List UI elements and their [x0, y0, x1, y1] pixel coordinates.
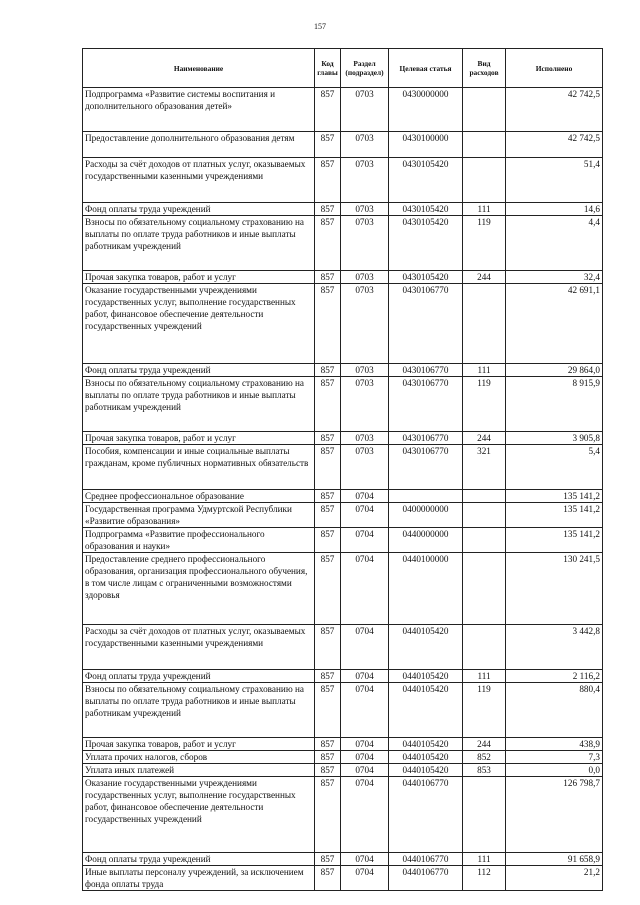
row-code: 857: [315, 853, 341, 866]
row-name: Фонд оплаты труда учреждений: [83, 364, 315, 377]
row-code: 857: [315, 528, 341, 553]
row-code: 857: [315, 364, 341, 377]
row-name: Уплата прочих налогов, сборов: [83, 751, 315, 764]
row-kind: [463, 158, 506, 203]
row-name: Фонд оплаты труда учреждений: [83, 670, 315, 683]
row-name: Иные выплаты персоналу учреждений, за исключением фонда оплаты труда: [83, 866, 315, 891]
table-row: [83, 490, 603, 503]
row-kind: [463, 284, 506, 364]
row-section: 0704: [341, 866, 389, 891]
row-amount: 2 116,2: [506, 670, 603, 683]
page-number: 157: [314, 22, 326, 31]
row-target: 0430106770: [389, 445, 463, 490]
row-kind: [463, 88, 506, 132]
row-kind: 112: [463, 866, 506, 891]
row-code: 857: [315, 553, 341, 625]
table-row: [83, 445, 603, 490]
row-section: 0704: [341, 503, 389, 528]
row-target: 0430106770: [389, 432, 463, 445]
row-name: Прочая закупка товаров, работ и услуг: [83, 271, 315, 284]
row-target: [389, 490, 463, 503]
row-amount: 0,0: [506, 764, 603, 777]
row-name: Взносы по обязательному социальному страхованию на выплаты по оплате труда работников и иные выплаты работникам учреждений: [83, 216, 315, 271]
row-section: 0704: [341, 853, 389, 866]
header-amount: Исполнено: [506, 49, 603, 88]
row-name: Взносы по обязательному социальному страхованию на выплаты по оплате труда работников и иные выплаты работникам учреждений: [83, 377, 315, 432]
row-kind: 244: [463, 738, 506, 751]
row-name: Подпрограмма «Развитие профессионального образования и науки»: [83, 528, 315, 553]
row-section: 0704: [341, 670, 389, 683]
row-kind: 852: [463, 751, 506, 764]
header-section: Раздел (подраздел): [341, 49, 389, 88]
row-name: Подпрограмма «Развитие системы воспитания и дополнительного образования детей»: [83, 88, 315, 132]
row-target: 0440105420: [389, 764, 463, 777]
row-amount: 3 905,8: [506, 432, 603, 445]
row-code: 857: [315, 751, 341, 764]
table-row: [83, 528, 603, 553]
row-kind: 111: [463, 364, 506, 377]
row-section: 0703: [341, 88, 389, 132]
row-target: 0440106770: [389, 866, 463, 891]
row-name: Пособия, компенсации и иные социальные выплаты гражданам, кроме публичных нормативных обязательств: [83, 445, 315, 490]
row-kind: 119: [463, 683, 506, 738]
row-code: 857: [315, 738, 341, 751]
table-row: [83, 203, 603, 216]
row-kind: [463, 503, 506, 528]
row-amount: 14,6: [506, 203, 603, 216]
row-kind: [463, 528, 506, 553]
row-section: 0703: [341, 284, 389, 364]
table-row: [83, 284, 603, 364]
row-section: 0703: [341, 271, 389, 284]
table-row: [83, 751, 603, 764]
row-amount: 29 864,0: [506, 364, 603, 377]
row-kind: 119: [463, 377, 506, 432]
row-amount: 4,4: [506, 216, 603, 271]
row-amount: 32,4: [506, 271, 603, 284]
row-amount: 7,3: [506, 751, 603, 764]
row-target: 0440105420: [389, 683, 463, 738]
row-section: 0704: [341, 528, 389, 553]
row-code: 857: [315, 203, 341, 216]
table-row: [83, 158, 603, 203]
row-section: 0704: [341, 490, 389, 503]
row-amount: 91 658,9: [506, 853, 603, 866]
row-section: 0703: [341, 432, 389, 445]
row-code: 857: [315, 777, 341, 853]
row-kind: [463, 490, 506, 503]
row-kind: [463, 553, 506, 625]
table-row: [83, 670, 603, 683]
table-row: [83, 738, 603, 751]
row-amount: 42 742,5: [506, 132, 603, 158]
table-row: [83, 377, 603, 432]
row-code: 857: [315, 445, 341, 490]
row-code: 857: [315, 683, 341, 738]
row-target: 0430105420: [389, 158, 463, 203]
row-section: 0704: [341, 764, 389, 777]
table-row: [83, 625, 603, 670]
row-kind: 119: [463, 216, 506, 271]
row-section: 0704: [341, 751, 389, 764]
row-code: 857: [315, 866, 341, 891]
row-target: 0440106770: [389, 853, 463, 866]
row-amount: 3 442,8: [506, 625, 603, 670]
row-code: 857: [315, 503, 341, 528]
row-target: 0430105420: [389, 271, 463, 284]
row-code: 857: [315, 88, 341, 132]
row-name: Уплата иных платежей: [83, 764, 315, 777]
row-amount: 42 691,1: [506, 284, 603, 364]
table-row: [83, 683, 603, 738]
header-name: Наименование: [83, 49, 315, 88]
row-code: 857: [315, 284, 341, 364]
table-body: [83, 88, 603, 891]
row-name: Расходы за счёт доходов от платных услуг, оказываемых государственными казенными учреждениями: [83, 158, 315, 203]
row-code: 857: [315, 377, 341, 432]
row-target: 0430105420: [389, 216, 463, 271]
row-amount: 135 141,2: [506, 528, 603, 553]
row-target: 0440106770: [389, 777, 463, 853]
row-kind: 111: [463, 670, 506, 683]
row-name: Оказание государственными учреждениями государственных услуг, выполнение государственных работ, финансовое обеспечение деятельности государственных учреждений: [83, 777, 315, 853]
table-header-row: [83, 49, 603, 88]
table-row: [83, 271, 603, 284]
header-kind: Вид расходов: [463, 49, 506, 88]
row-name: Фонд оплаты труда учреждений: [83, 853, 315, 866]
row-amount: 130 241,5: [506, 553, 603, 625]
row-section: 0703: [341, 377, 389, 432]
row-code: 857: [315, 132, 341, 158]
row-target: 0430106770: [389, 377, 463, 432]
row-name: Предоставление дополнительного образования детям: [83, 132, 315, 158]
row-name: Прочая закупка товаров, работ и услуг: [83, 432, 315, 445]
row-target: 0440000000: [389, 528, 463, 553]
row-section: 0704: [341, 553, 389, 625]
row-amount: 42 742,5: [506, 88, 603, 132]
row-amount: 5,4: [506, 445, 603, 490]
row-amount: 8 915,9: [506, 377, 603, 432]
row-target: 0430106770: [389, 284, 463, 364]
row-code: 857: [315, 670, 341, 683]
row-name: Среднее профессиональное образование: [83, 490, 315, 503]
row-section: 0704: [341, 777, 389, 853]
row-amount: 51,4: [506, 158, 603, 203]
row-name: Расходы за счёт доходов от платных услуг, оказываемых государственными казенными учреждениями: [83, 625, 315, 670]
row-kind: 244: [463, 432, 506, 445]
row-amount: 880,4: [506, 683, 603, 738]
row-target: 0440105420: [389, 670, 463, 683]
table-row: [83, 364, 603, 377]
row-target: 0400000000: [389, 503, 463, 528]
row-target: 0430106770: [389, 364, 463, 377]
row-code: 857: [315, 271, 341, 284]
row-target: 0440105420: [389, 738, 463, 751]
table-row: [83, 432, 603, 445]
table-row: [83, 88, 603, 132]
row-amount: 21,2: [506, 866, 603, 891]
table-row: [83, 853, 603, 866]
table-row: [83, 553, 603, 625]
row-kind: 244: [463, 271, 506, 284]
row-kind: 853: [463, 764, 506, 777]
row-section: 0703: [341, 203, 389, 216]
table-row: [83, 216, 603, 271]
row-kind: 111: [463, 853, 506, 866]
row-amount: 438,9: [506, 738, 603, 751]
table-row: [83, 777, 603, 853]
header-target: Целевая статья: [389, 49, 463, 88]
row-target: 0430105420: [389, 203, 463, 216]
row-amount: 135 141,2: [506, 490, 603, 503]
row-section: 0703: [341, 158, 389, 203]
row-section: 0704: [341, 683, 389, 738]
budget-table: [82, 48, 603, 891]
row-name: Взносы по обязательному социальному страхованию на выплаты по оплате труда работников и иные выплаты работникам учреждений: [83, 683, 315, 738]
row-kind: [463, 132, 506, 158]
row-name: Фонд оплаты труда учреждений: [83, 203, 315, 216]
row-target: 0430000000: [389, 88, 463, 132]
row-code: 857: [315, 158, 341, 203]
row-kind: [463, 625, 506, 670]
row-kind: 111: [463, 203, 506, 216]
row-kind: 321: [463, 445, 506, 490]
row-section: 0703: [341, 445, 389, 490]
row-section: 0704: [341, 625, 389, 670]
row-target: 0440105420: [389, 625, 463, 670]
row-code: 857: [315, 216, 341, 271]
header-code: Код главы: [315, 49, 341, 88]
table-row: [83, 132, 603, 158]
row-section: 0703: [341, 364, 389, 377]
table-row: [83, 503, 603, 528]
row-section: 0704: [341, 738, 389, 751]
row-amount: 126 798,7: [506, 777, 603, 853]
row-target: 0430100000: [389, 132, 463, 158]
row-code: 857: [315, 490, 341, 503]
row-kind: [463, 777, 506, 853]
row-name: Прочая закупка товаров, работ и услуг: [83, 738, 315, 751]
row-target: 0440105420: [389, 751, 463, 764]
row-target: 0440100000: [389, 553, 463, 625]
row-section: 0703: [341, 132, 389, 158]
row-amount: 135 141,2: [506, 503, 603, 528]
row-name: Государственная программа Удмуртской Республики «Развитие образования»: [83, 503, 315, 528]
row-section: 0703: [341, 216, 389, 271]
row-name: Предоставление среднего профессионального образования, организация профессионального обучения, в том числе лицам с ограниченными возможностями здоровья: [83, 553, 315, 625]
row-code: 857: [315, 432, 341, 445]
table-row: [83, 764, 603, 777]
row-code: 857: [315, 625, 341, 670]
row-name: Оказание государственными учреждениями государственных услуг, выполнение государственных работ, финансовое обеспечение деятельности государственных учреждений: [83, 284, 315, 364]
table-row: [83, 866, 603, 891]
row-code: 857: [315, 764, 341, 777]
